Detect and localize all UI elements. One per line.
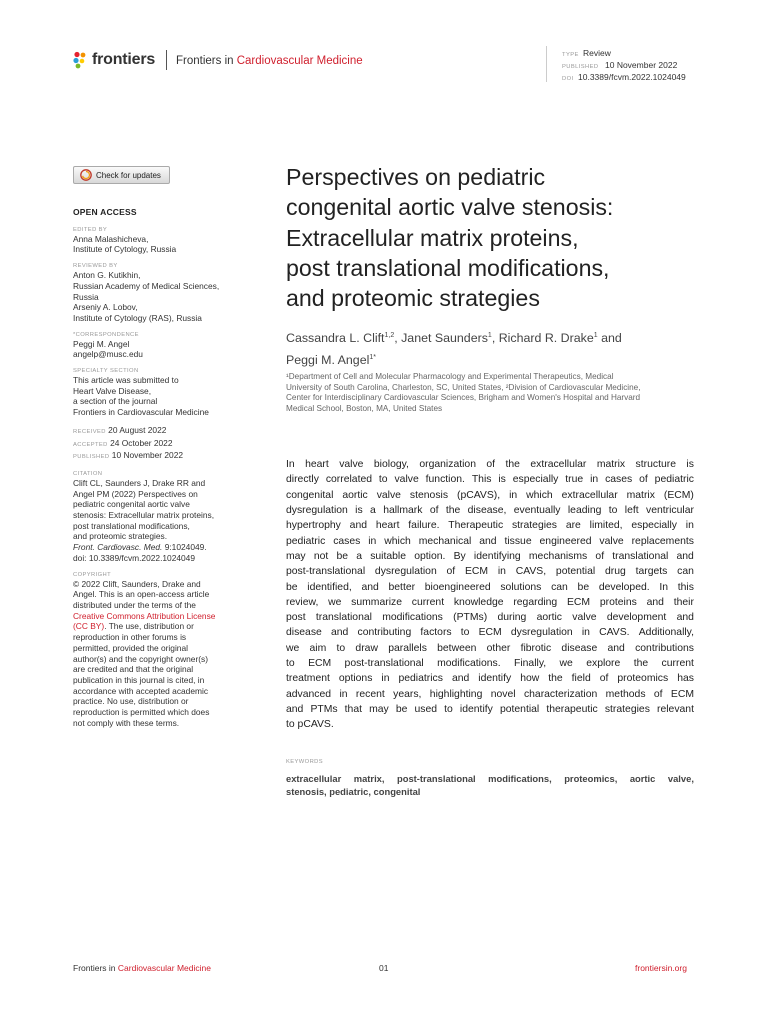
editor-affiliation: Institute of Cytology, Russia (73, 244, 177, 255)
word: valve (572, 612, 597, 624)
word: This (471, 474, 492, 486)
word: the (633, 658, 649, 670)
word: extracellular (286, 773, 342, 784)
word: (PTMs) (453, 612, 488, 624)
article-info-sidebar (73, 207, 243, 728)
word: in (581, 627, 590, 639)
abstract-line (286, 534, 694, 549)
reviewed-by-label: REVIEWED BY (73, 263, 118, 270)
word: ECM (566, 596, 591, 608)
word: modifications (382, 612, 443, 624)
word: the (445, 504, 461, 516)
word: ECM (478, 627, 502, 639)
word: recent (355, 688, 385, 700)
reviewer-line: Russia (73, 291, 99, 302)
abstract-line: to pCAVS. (286, 719, 334, 731)
word: used (414, 704, 438, 715)
word: valve (394, 474, 419, 486)
article-title (286, 162, 706, 313)
word: aim (309, 642, 327, 654)
word: matrix (596, 459, 626, 470)
footer-site-link[interactable]: frontiersin.org (635, 963, 687, 973)
abstract-line (286, 687, 694, 702)
word: is (498, 474, 506, 486)
word: therapeutic (546, 704, 598, 715)
word: eventually (513, 504, 561, 516)
word: which (384, 535, 411, 547)
word: translational (612, 550, 669, 562)
word: valve (599, 535, 624, 547)
word: explore (586, 658, 621, 670)
word: and (607, 642, 625, 654)
word: identify (459, 704, 493, 715)
word: contributing (357, 627, 412, 639)
word: to (286, 658, 295, 670)
word: to (460, 627, 470, 639)
abstract-line (286, 641, 694, 656)
word: translational (315, 612, 372, 624)
word: and (286, 704, 304, 715)
affiliation-line: Center for Interdisciplinary Cardiovascular Sciences, Brigham and Women's Hospital and Harvard (286, 393, 641, 403)
meta-published: PUBLISHED 10 November 2022 (562, 60, 678, 70)
author-name[interactable]: Janet Saunders (401, 331, 488, 346)
citation-line: Clift CL, Saunders J, Drake RR and (73, 477, 206, 488)
author-affiliation-sup: 1,2 (384, 332, 395, 339)
word: correlated (325, 474, 373, 486)
correspondence-name: Peggi M. Angel (73, 338, 130, 349)
word: extracellular (561, 489, 618, 501)
word: years, (393, 688, 422, 700)
check-updates-label: Check for updates (96, 170, 161, 180)
word: dysregulation (374, 566, 437, 578)
word: and (361, 581, 379, 593)
specialty-line: a section of the journal (73, 396, 158, 407)
word: in (381, 673, 390, 685)
abstract-line (286, 595, 694, 610)
word: aortic (629, 773, 656, 784)
copyright-line: reproduction is permitted which does (73, 707, 210, 718)
check-updates-icon (80, 169, 92, 181)
affiliation-line: University of South Carolina, Charleston, SC, United States, ²Division of Cardiovascular Medicine, (286, 382, 641, 392)
abstract (286, 457, 694, 733)
frontiers-logo-icon (72, 51, 88, 69)
word: disease (561, 642, 598, 654)
word: how (520, 673, 540, 685)
word: are (565, 520, 581, 532)
editor-name: Anna Malashicheva, (73, 233, 149, 244)
abstract-line (286, 457, 694, 472)
word: during (497, 612, 527, 624)
word: to (608, 504, 618, 516)
word: their (673, 596, 694, 608)
reviewer-line: Russian Academy of Medical Sciences, (73, 280, 220, 291)
specialty-line: Heart Valve Disease, (73, 385, 152, 396)
word: and (451, 673, 470, 685)
word: field (571, 673, 591, 685)
keywords-line (286, 772, 694, 785)
word: to (444, 704, 453, 715)
correspondence-label: *CORRESPONDENCE (73, 331, 139, 338)
affiliation-line: ¹Department of Cell and Molecular Pharmacology and Experimental Therapeutics, Medical (286, 372, 614, 381)
affiliations (286, 372, 696, 415)
word: may (286, 550, 306, 562)
title-line: and proteomic strategies (286, 285, 540, 312)
word: potential (555, 566, 596, 578)
word: and (676, 612, 694, 624)
page-number: 01 (379, 963, 389, 973)
word: heart (305, 459, 329, 470)
word: is (686, 459, 694, 470)
word: review, (286, 596, 319, 608)
word: (ECM) (663, 489, 694, 501)
word: current (661, 658, 694, 670)
word: which (526, 489, 553, 501)
copyright-line: not comply with these terms. (73, 717, 180, 728)
word: hypertrophy (286, 520, 341, 532)
citation-line: and proteomic strategies. (73, 531, 168, 542)
word: left (624, 504, 639, 516)
word: development (606, 612, 667, 624)
word: identifying (473, 550, 521, 562)
copyright-line: © 2022 Clift, Saunders, Drake and (73, 578, 201, 589)
word: to (336, 642, 346, 654)
word: especially (512, 474, 559, 486)
word: we (328, 596, 342, 608)
word: knowledge (453, 596, 504, 608)
copyright-line: accordance with accepted academic (73, 685, 209, 696)
word: advanced (286, 688, 332, 700)
word: potential (499, 704, 540, 715)
citation-line: post translational modifications, (73, 520, 190, 531)
citation-line: pediatric congenital aortic valve (73, 499, 190, 510)
word: ECM (464, 566, 489, 578)
word: proteomics, (564, 773, 618, 784)
license-link[interactable]: Creative Commons Attribution License (73, 610, 216, 621)
word: leading (567, 504, 602, 516)
word: valve, (667, 773, 694, 784)
word: disease, (467, 504, 507, 516)
open-access-label: OPEN ACCESS (73, 207, 137, 217)
word: and (676, 550, 694, 562)
abstract-line (286, 564, 694, 579)
citation-line: stenosis: Extracellular matrix proteins, (73, 510, 215, 521)
keywords-label: KEYWORDS (286, 759, 324, 765)
word: other (486, 642, 511, 654)
word: option. (414, 550, 446, 562)
copyright-label: COPYRIGHT (73, 571, 112, 578)
title-line: congenital aortic valve stenosis: (286, 194, 614, 221)
word: has (677, 673, 694, 685)
author-affiliation-sup: 1* (369, 354, 376, 362)
word: be (395, 704, 408, 715)
word: strategies (604, 704, 650, 715)
word: aortic (342, 489, 368, 501)
word: to (378, 474, 388, 486)
word: characterization (523, 688, 598, 700)
keywords-line: stenosis, pediatric, congenital (286, 786, 421, 797)
word: hallmark (383, 504, 423, 516)
abstract-line (286, 656, 694, 671)
word: a (370, 504, 376, 516)
edited-by-label: EDITED BY (73, 226, 108, 233)
word: engineered (539, 535, 592, 547)
word: the (548, 673, 563, 685)
word: may (369, 704, 389, 715)
copyright-line: publication in this journal is cited, in (73, 674, 205, 685)
word: methods (605, 688, 646, 700)
meta-divider (546, 46, 547, 82)
word: targets (635, 566, 668, 578)
word: valve (339, 459, 364, 470)
journal-name: Cardiovascular Medicine (236, 55, 363, 67)
word: and (646, 596, 664, 608)
word: in (590, 474, 599, 486)
word: Therapeutic (448, 520, 504, 532)
word: proteomics (617, 673, 669, 685)
word: mechanical (418, 535, 472, 547)
word: Additionally, (638, 627, 694, 639)
copyright-line: (CC BY). The use, distribution or (73, 621, 194, 632)
word: strategies (511, 520, 558, 532)
word: tissue (504, 535, 532, 547)
word: solutions (500, 581, 542, 593)
abstract-line (286, 702, 694, 717)
word: valve (376, 489, 401, 501)
abstract-line (286, 472, 694, 487)
word: be (577, 581, 590, 593)
word: novel (490, 688, 516, 700)
word: of (446, 566, 456, 578)
word: ventricular (646, 504, 694, 516)
author-name[interactable]: Richard R. Drake (498, 331, 594, 346)
word: identify (478, 673, 512, 685)
word: ECM (670, 688, 694, 700)
abstract-line (286, 625, 694, 640)
word: matrix (626, 489, 655, 501)
check-for-updates-button[interactable] (73, 166, 170, 184)
word: dysregulation (510, 627, 573, 639)
specialty-section-label: SPECIALTY SECTION (73, 368, 139, 375)
word: By (453, 550, 466, 562)
word: developed. (598, 581, 650, 593)
word: especially (631, 520, 677, 532)
word: cases (333, 535, 361, 547)
author-name[interactable]: Cassandra L. Clift (286, 331, 385, 346)
word: suitable (370, 550, 407, 562)
received-date: RECEIVED 20 August 2022 (73, 424, 167, 435)
word: in (509, 489, 518, 501)
word: replacements (631, 535, 694, 547)
word: pediatrics (398, 673, 443, 685)
author-affiliation-sup: 1 (487, 332, 492, 339)
word: drug (605, 566, 626, 578)
word: and (331, 627, 349, 639)
copyright-line: author(s) and the copyright owner(s) (73, 653, 208, 664)
word: Finally, (514, 658, 547, 670)
word: the (505, 459, 520, 470)
word: mechanisms (528, 550, 588, 562)
word: can (677, 566, 694, 578)
word: of (653, 688, 663, 700)
header-divider (166, 50, 167, 70)
word: directly (286, 474, 319, 486)
word: and (349, 520, 368, 532)
word: we (559, 658, 573, 670)
abstract-line (286, 610, 694, 625)
word: congenital (286, 489, 334, 501)
word: of (429, 504, 439, 516)
reviewer-line: Arseniy A. Lobov, (73, 302, 138, 313)
abstract-line (286, 518, 694, 533)
word: heart (375, 520, 400, 532)
abstract-line (286, 488, 694, 503)
word: in (339, 688, 348, 700)
word: matrix, (353, 773, 385, 784)
word: highlighting (429, 688, 483, 700)
word: this (677, 581, 694, 593)
frontiers-logo[interactable] (72, 51, 155, 69)
word: disease (286, 627, 322, 639)
abstract-line (286, 671, 694, 686)
word: post-translational (344, 658, 424, 670)
word: and (479, 535, 497, 547)
word: is (355, 504, 363, 516)
word: in (497, 566, 506, 578)
word: In (659, 581, 669, 593)
citation-label: CITATION (73, 470, 103, 477)
meta-doi[interactable]: DOI 10.3389/fcvm.2022.1024049 (562, 72, 686, 82)
cc-by-link[interactable]: (CC BY) (73, 621, 105, 632)
word: fibrotic (520, 642, 552, 654)
abstract-line (286, 580, 694, 595)
abstract-line (286, 503, 694, 518)
word: function. (425, 474, 465, 486)
word: structure (635, 459, 676, 470)
word: we (286, 642, 300, 654)
word: post-translational (286, 566, 366, 578)
affiliation-line: Medical School, Boston, MA, United States (286, 404, 443, 414)
word: that (344, 704, 363, 715)
author-affiliation-sup: 1 (593, 332, 598, 339)
word: parallels (388, 642, 427, 654)
logo-wordmark: frontiers (92, 51, 156, 68)
author-name[interactable]: Peggi M. Angel (286, 353, 370, 368)
word: better (388, 581, 416, 593)
word: a (356, 550, 362, 562)
word: bioengineered (424, 581, 491, 593)
word: contributions (635, 642, 694, 654)
footer-journal[interactable]: Frontiers in Cardiovascular Medicine (73, 963, 211, 973)
word: be (286, 581, 298, 593)
word: pediatric (654, 474, 694, 486)
keywords (286, 772, 694, 798)
word: CAVS. (599, 627, 630, 639)
word: cases (605, 474, 633, 486)
word: proteins (599, 596, 637, 608)
citation-journal: Front. Cardiovasc. Med. 9:1024049. (73, 542, 207, 553)
copyright-line: distributed under the terms of the (73, 599, 196, 610)
word: PTMs (310, 704, 338, 715)
correspondence-email[interactable]: angelp@musc.edu (73, 349, 143, 360)
meta-type: TYPE Review (562, 48, 611, 58)
word: be (336, 550, 349, 562)
word: pediatric (286, 535, 326, 547)
word: In (286, 459, 295, 470)
word: treatment (286, 673, 330, 685)
word: identified, (307, 581, 352, 593)
word: limited, (589, 520, 623, 532)
reviewer-line: Anton G. Kutikhin, (73, 270, 141, 281)
word: (pCAVS), (457, 489, 501, 501)
word: true (565, 474, 584, 486)
word: current (411, 596, 445, 608)
copyright-line: practice. No use, distribution or (73, 696, 189, 707)
word: aortic (536, 612, 563, 624)
published-date: PUBLISHED 10 November 2022 (73, 450, 184, 461)
word: draw (355, 642, 378, 654)
word: post-translational (397, 773, 476, 784)
word: failure. (408, 520, 440, 532)
word: relevant (657, 704, 694, 715)
accepted-date: ACCEPTED 24 October 2022 (73, 437, 173, 448)
abstract-line (286, 549, 694, 564)
word: stenosis (409, 489, 449, 501)
word: of (486, 459, 496, 470)
journal-name-header[interactable] (176, 55, 363, 67)
specialty-line: This article was submitted to (73, 375, 179, 386)
title-line: Extracellular matrix proteins, (286, 224, 579, 251)
citation-line: Angel PM (2022) Perspectives on (73, 488, 198, 499)
title-line: post translational modifications, (286, 254, 610, 281)
word: biology, (373, 459, 409, 470)
word: in (368, 535, 377, 547)
journal-prefix: Frontiers in (176, 55, 234, 67)
specialty-line: Frontiers in Cardiovascular Medicine (73, 407, 209, 418)
word: factors (420, 627, 452, 639)
word: modifications, (488, 773, 552, 784)
word: between (437, 642, 477, 654)
word: modifications. (437, 658, 501, 670)
author-list: Cassandra L. Clift$^{1,2}$, Janet Saunders$^1$, Richard R. Drake$^1$ and Peggi M. Angel$^{1*}$ (286, 331, 622, 368)
word: dysregulation (286, 504, 348, 516)
word: of (595, 550, 605, 562)
copyright-line: are credited and that the original (73, 664, 194, 675)
word: CAVS, (515, 566, 547, 578)
word: regarding (513, 596, 558, 608)
word: can (551, 581, 568, 593)
copyright-line: reproduction in other forums is (73, 632, 187, 643)
reviewer-line: Institute of Cytology (RAS), Russia (73, 312, 202, 323)
word: of (639, 474, 648, 486)
word: in (685, 520, 694, 532)
word: post (286, 612, 306, 624)
citation-doi[interactable]: doi: 10.3389/fcvm.2022.1024049 (73, 552, 195, 563)
word: of (599, 673, 609, 685)
copyright-line: Angel. This is an open-access article (73, 589, 210, 600)
word: options (338, 673, 373, 685)
word: organization (419, 459, 476, 470)
word: extracellular (530, 459, 587, 470)
word: ECM (308, 658, 332, 670)
copyright-line: permitted, provided the original (73, 642, 188, 653)
word: summarize (351, 596, 402, 608)
title-line: Perspectives on pediatric (286, 164, 546, 190)
word: not (313, 550, 329, 562)
